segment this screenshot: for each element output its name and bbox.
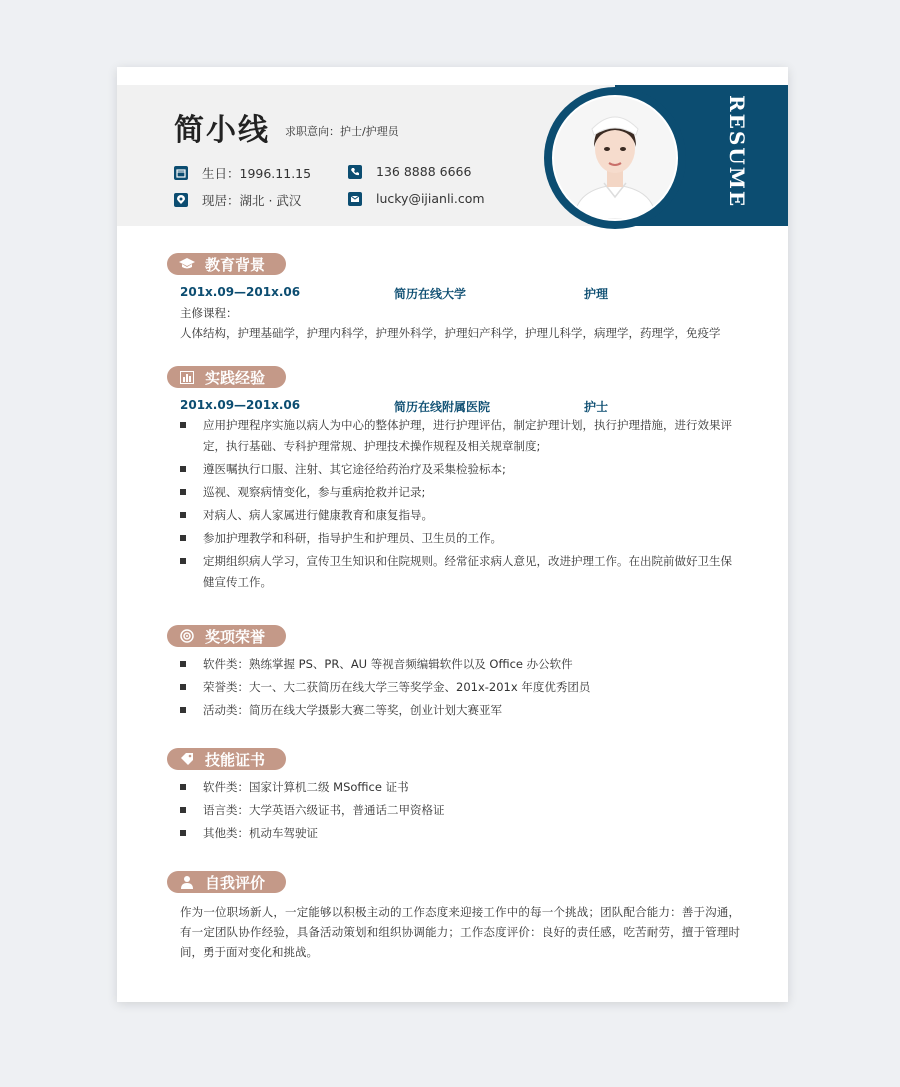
self-eval-text: 作为一位职场新人，一定能够以积极主动的工作态度来迎接工作中的每一个挑战；团队配合能力：善于沟通，有一定团队协作经验，具备活动策划和组织协调能力；工作态度评价：良好的责任感，吃苦耐劳，擅于管理时间，勇于面对变化和挑战。: [180, 905, 740, 959]
resume-page: [117, 67, 788, 1002]
list-item: 活动类：简历在线大学摄影大赛二等奖，创业计划大赛亚军: [180, 700, 740, 721]
resume-label: RESUME: [725, 95, 749, 209]
section-awards: [167, 625, 286, 647]
list-item: 软件类：国家计算机二级 MSoffice 证书: [180, 777, 740, 798]
section-awards-title: 奖项荣誉: [205, 627, 266, 646]
bar-chart-icon: [179, 369, 195, 385]
section-self-eval: [167, 871, 286, 893]
target-icon: [179, 628, 195, 644]
list-item: 定期组织病人学习，宣传卫生知识和住院规则。经常征求病人意见，改进护理工作。在出院前做好卫生保健宣传工作。: [180, 551, 740, 593]
address-text: 现居：湖北 · 武汉: [202, 193, 302, 208]
mail-icon: [348, 192, 362, 206]
list-item: 其他类：机动车驾驶证: [180, 823, 740, 844]
courses-list: 人体结构，护理基础学，护理内科学，护理外科学，护理妇产科学，护理儿科学，病理学，药理学，免疫学: [180, 326, 721, 340]
list-item: 荣誉类：大一、大二获简历在线大学三等奖学金、201x-201x 年度优秀团员: [180, 677, 740, 698]
awards-list: [180, 654, 740, 723]
list-item: 参加护理教学和科研，指导护生和护理员、卫生员的工作。: [180, 528, 740, 549]
profile-photo: [552, 95, 678, 221]
courses-label: 主修课程：: [180, 306, 238, 320]
education-major: 护理: [584, 287, 609, 301]
list-item: 应用护理程序实施以病人为中心的整体护理，进行护理评估，制定护理计划，执行护理措施，进行效果评定，执行基础、专科护理常规、护理技术操作规程及相关规章制度;: [180, 415, 740, 457]
phone-text: 136 8888 6666: [376, 164, 472, 179]
experience-list: [180, 415, 740, 595]
phone-row: [348, 164, 471, 179]
list-item: 语言类：大学英语六级证书，普通话二甲资格证: [180, 800, 740, 821]
graduation-cap-icon: [179, 256, 195, 272]
birth-row: [174, 164, 311, 182]
section-education: [167, 253, 286, 275]
section-self-eval-title: 自我评价: [205, 873, 266, 892]
experience-role: 护士: [584, 400, 609, 414]
section-skills-title: 技能证书: [205, 750, 266, 769]
job-intent: 求职意向：护士/护理员: [285, 125, 399, 138]
experience-period: 201x.09—201x.06: [180, 398, 301, 412]
skills-list: [180, 777, 740, 846]
person-icon: [179, 874, 195, 890]
birth-text: 生日：1996.11.15: [202, 166, 312, 181]
section-experience-title: 实践经验: [205, 368, 266, 387]
address-row: [174, 191, 301, 209]
section-experience: [167, 366, 286, 388]
email-text: lucky@ijianli.com: [376, 191, 485, 206]
email-row: [348, 191, 485, 206]
list-item: 软件类：熟练掌握 PS、PR、AU 等视音频编辑软件以及 Office 办公软件: [180, 654, 740, 675]
tag-icon: [179, 751, 195, 767]
education-period: 201x.09—201x.06: [180, 285, 301, 299]
section-education-title: 教育背景: [205, 255, 266, 274]
list-item: 巡视、观察病情变化，参与重病抢救并记录;: [180, 482, 740, 503]
list-item: 对病人、病人家属进行健康教育和康复指导。: [180, 505, 740, 526]
calendar-icon: [174, 166, 188, 180]
education-school: 简历在线大学: [394, 287, 467, 301]
candidate-name: 简小线: [174, 113, 270, 148]
location-icon: [174, 193, 188, 207]
phone-icon: [348, 165, 362, 179]
experience-org: 简历在线附属医院: [394, 400, 491, 414]
list-item: 遵医嘱执行口服、注射、其它途径给药治疗及采集检验标本;: [180, 459, 740, 480]
section-skills: [167, 748, 286, 770]
